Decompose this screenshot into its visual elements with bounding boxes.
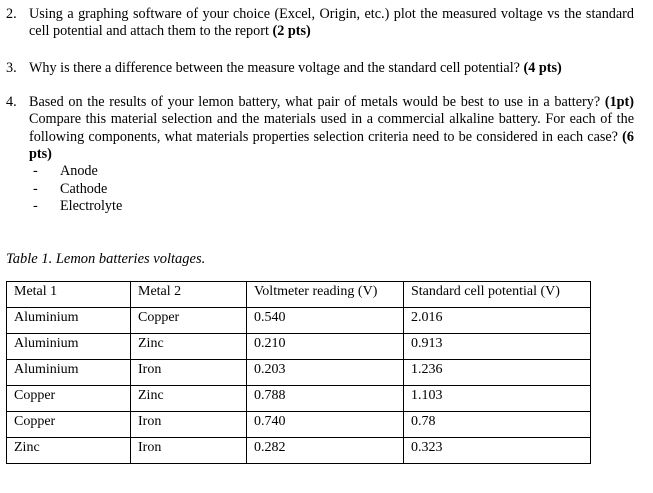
table-cell: Copper xyxy=(7,386,131,412)
table-cell: 0.203 xyxy=(247,360,404,386)
bullet-dash: - xyxy=(33,181,38,197)
table-row xyxy=(7,360,591,386)
list-item xyxy=(33,198,122,215)
table-header-cell: Metal 2 xyxy=(131,282,247,308)
table-cell: 0.540 xyxy=(247,308,404,334)
table-cell: Copper xyxy=(131,308,247,334)
table-cell: Zinc xyxy=(131,334,247,360)
table-cell: 0.788 xyxy=(247,386,404,412)
question-body xyxy=(29,94,634,163)
list-item-label: Electrolyte xyxy=(60,198,123,214)
table-cell: 2.016 xyxy=(404,308,591,334)
question-3 xyxy=(6,60,634,77)
question-points: (4 pts) xyxy=(523,60,562,76)
table-cell: 0.78 xyxy=(404,412,591,438)
table-cell: 1.103 xyxy=(404,386,591,412)
table-row xyxy=(7,334,591,360)
bullet-dash: - xyxy=(33,198,38,214)
question-body xyxy=(29,60,634,77)
question-text: Using a graphing software of your choice (Excel, Origin, etc.) plot the measured voltage vs the standard cell potential and attach them to the report xyxy=(29,6,634,40)
question-points: (1pt) xyxy=(604,94,635,110)
table-cell: Zinc xyxy=(7,438,131,464)
table-header-cell: Metal 1 xyxy=(7,282,131,308)
table-cell: Iron xyxy=(131,438,247,464)
table-cell: Zinc xyxy=(131,386,247,412)
table-cell: Iron xyxy=(131,360,247,386)
question-points: (2 pts) xyxy=(272,23,311,40)
table-cell: 0.282 xyxy=(247,438,404,464)
table-row xyxy=(7,308,591,334)
table-row xyxy=(7,386,591,412)
table-header-row xyxy=(7,282,591,308)
question-body xyxy=(29,6,634,41)
question-number: 2. xyxy=(6,6,17,22)
list-item xyxy=(33,163,98,180)
table-row xyxy=(7,438,591,464)
table-cell: Copper xyxy=(7,412,131,438)
question-text: Based on the results of your lemon battery, what pair of metals would be best to use in a battery? xyxy=(29,94,601,110)
table-cell: 0.913 xyxy=(404,334,591,360)
table-cell: Aluminium xyxy=(7,308,131,334)
question-text: Compare this material selection and the materials used in a commercial alkaline battery. For each of the following components, what materials properties selection criteria need to be considered in each case? xyxy=(29,111,634,145)
table-cell: Aluminium xyxy=(7,334,131,360)
table-header-cell: Standard cell potential (V) xyxy=(404,282,591,308)
table-cell: 0.210 xyxy=(247,334,404,360)
question-number: 3. xyxy=(6,60,17,76)
question-4 xyxy=(6,94,634,163)
list-item-label: Anode xyxy=(60,163,98,179)
table-cell: Aluminium xyxy=(7,360,131,386)
table-row xyxy=(7,412,591,438)
table-caption: Table 1. Lemon batteries voltages. xyxy=(6,251,206,267)
question-number: 4. xyxy=(6,94,17,110)
question-text: Why is there a difference between the measure voltage and the standard cell potential? xyxy=(29,60,520,76)
table-cell: 1.236 xyxy=(404,360,591,386)
question-points: (6 pts) xyxy=(29,128,634,162)
table-cell: 0.323 xyxy=(404,438,591,464)
question-2 xyxy=(6,6,634,41)
table-cell: 0.740 xyxy=(247,412,404,438)
table-header-cell: Voltmeter reading (V) xyxy=(247,282,404,308)
list-item xyxy=(33,181,107,198)
table-cell: Iron xyxy=(131,412,247,438)
list-item-label: Cathode xyxy=(60,181,108,197)
lemon-battery-table xyxy=(6,281,591,464)
bullet-dash: - xyxy=(33,163,38,179)
